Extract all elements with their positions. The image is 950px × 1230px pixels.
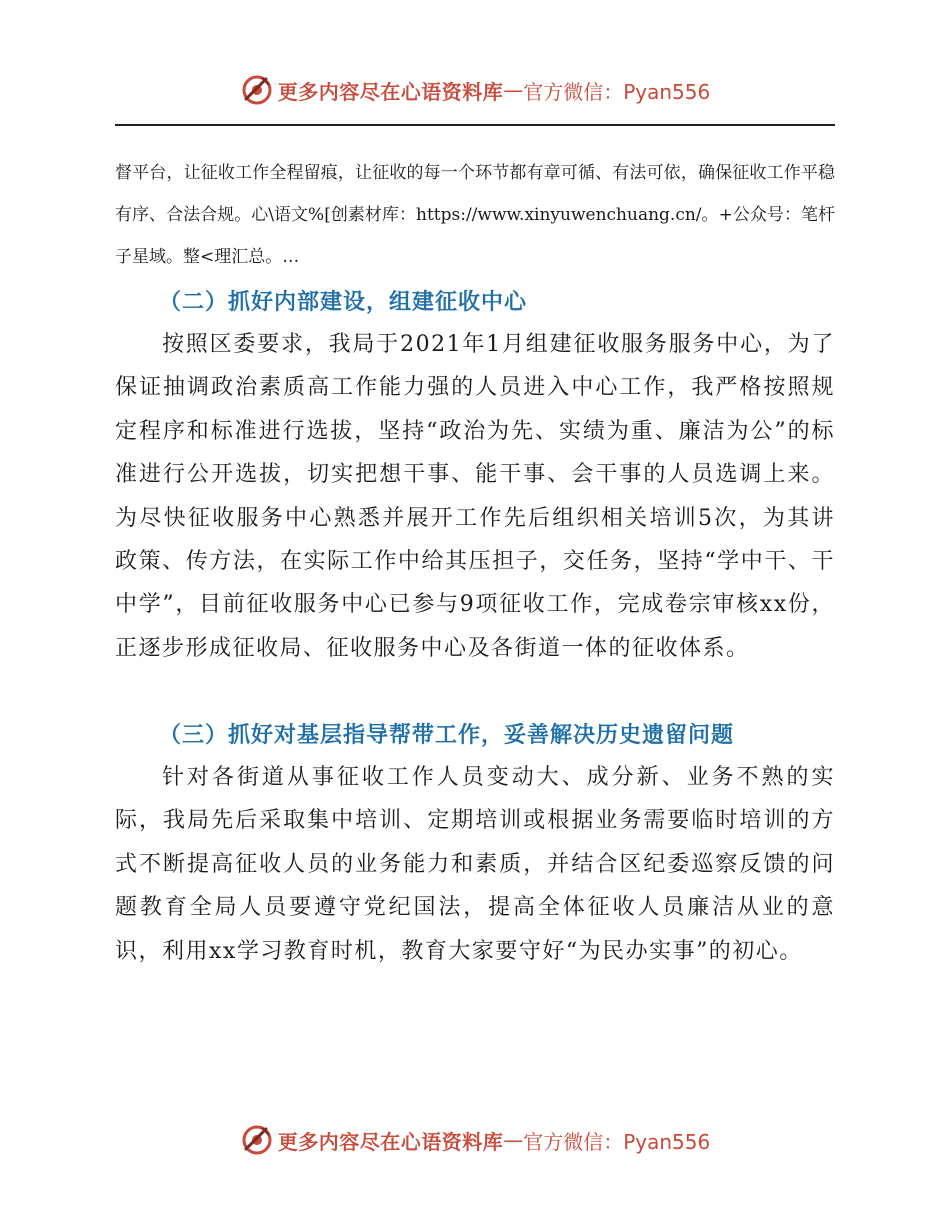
footer-banner bbox=[0, 1120, 950, 1160]
footer-brand-text: 更多内容尽在心语资料库 bbox=[277, 1129, 504, 1154]
footer-wechat-text: 官方微信：Pyan556 bbox=[523, 1129, 711, 1154]
header-brand-text: 更多内容尽在心语资料库 bbox=[277, 79, 504, 104]
header-separator: — bbox=[503, 78, 524, 102]
brand-logo-icon bbox=[240, 1123, 274, 1157]
lead-paragraph: 督平台，让征收工作全程留痕，让征收的每一个环节都有章可循、有法可依，确保征收工作平稳有序、合法合规。心\语文%[创素材库：https://www.xinyuwenchuang.cn/。+公众号：笔杆子星域。整<理汇总。… bbox=[115, 163, 835, 267]
header-wechat-text: 官方微信：Pyan556 bbox=[523, 79, 711, 104]
section-2-paragraph: 按照区委要求，我局于2021年1月组建征收服务服务中心，为了保证抽调政治素质高工作能力强的人员进入中心工作，我严格按照规定程序和标准进行选拔，坚持“政治为先、实绩为重、廉洁为公”的标准进行公开选拔，切实把想干事、能干事、会干事的人员选调上来。为尽快征收服务中心熟悉并展开工作先后组织相关培训5次，为其讲政策、传方法，在实际工作中给其压担子，交任务，坚持“学中干、干中学”，目前征收服务中心已参与9项征收工作，完成卷宗审核xx份，正逐步形成征收局、征收服务中心及各街道一体的征收体系。 bbox=[115, 332, 835, 661]
section-2-title: （二）抓好内部建设，组建征收中心 bbox=[159, 289, 528, 315]
footer-separator: — bbox=[503, 1128, 524, 1152]
section-3-title: （三）抓好对基层指导帮带工作，妥善解决历史遗留问题 bbox=[159, 722, 735, 748]
section-3-paragraph: 针对各街道从事征收工作人员变动大、成分新、业务不熟的实际，我局先后采取集中培训、定期培训或根据业务需要临时培训的方式不断提高征收人员的业务能力和素质，并结合区纪委巡察反馈的问题教育全局人员要遵守党纪国法，提高全体征收人员廉洁从业的意识，利用xx学习教育时机，教育大家要守好“为民办实事”的初心。 bbox=[115, 765, 835, 964]
brand-logo-icon bbox=[240, 73, 274, 107]
header-banner bbox=[0, 70, 950, 110]
header-divider bbox=[115, 124, 835, 126]
